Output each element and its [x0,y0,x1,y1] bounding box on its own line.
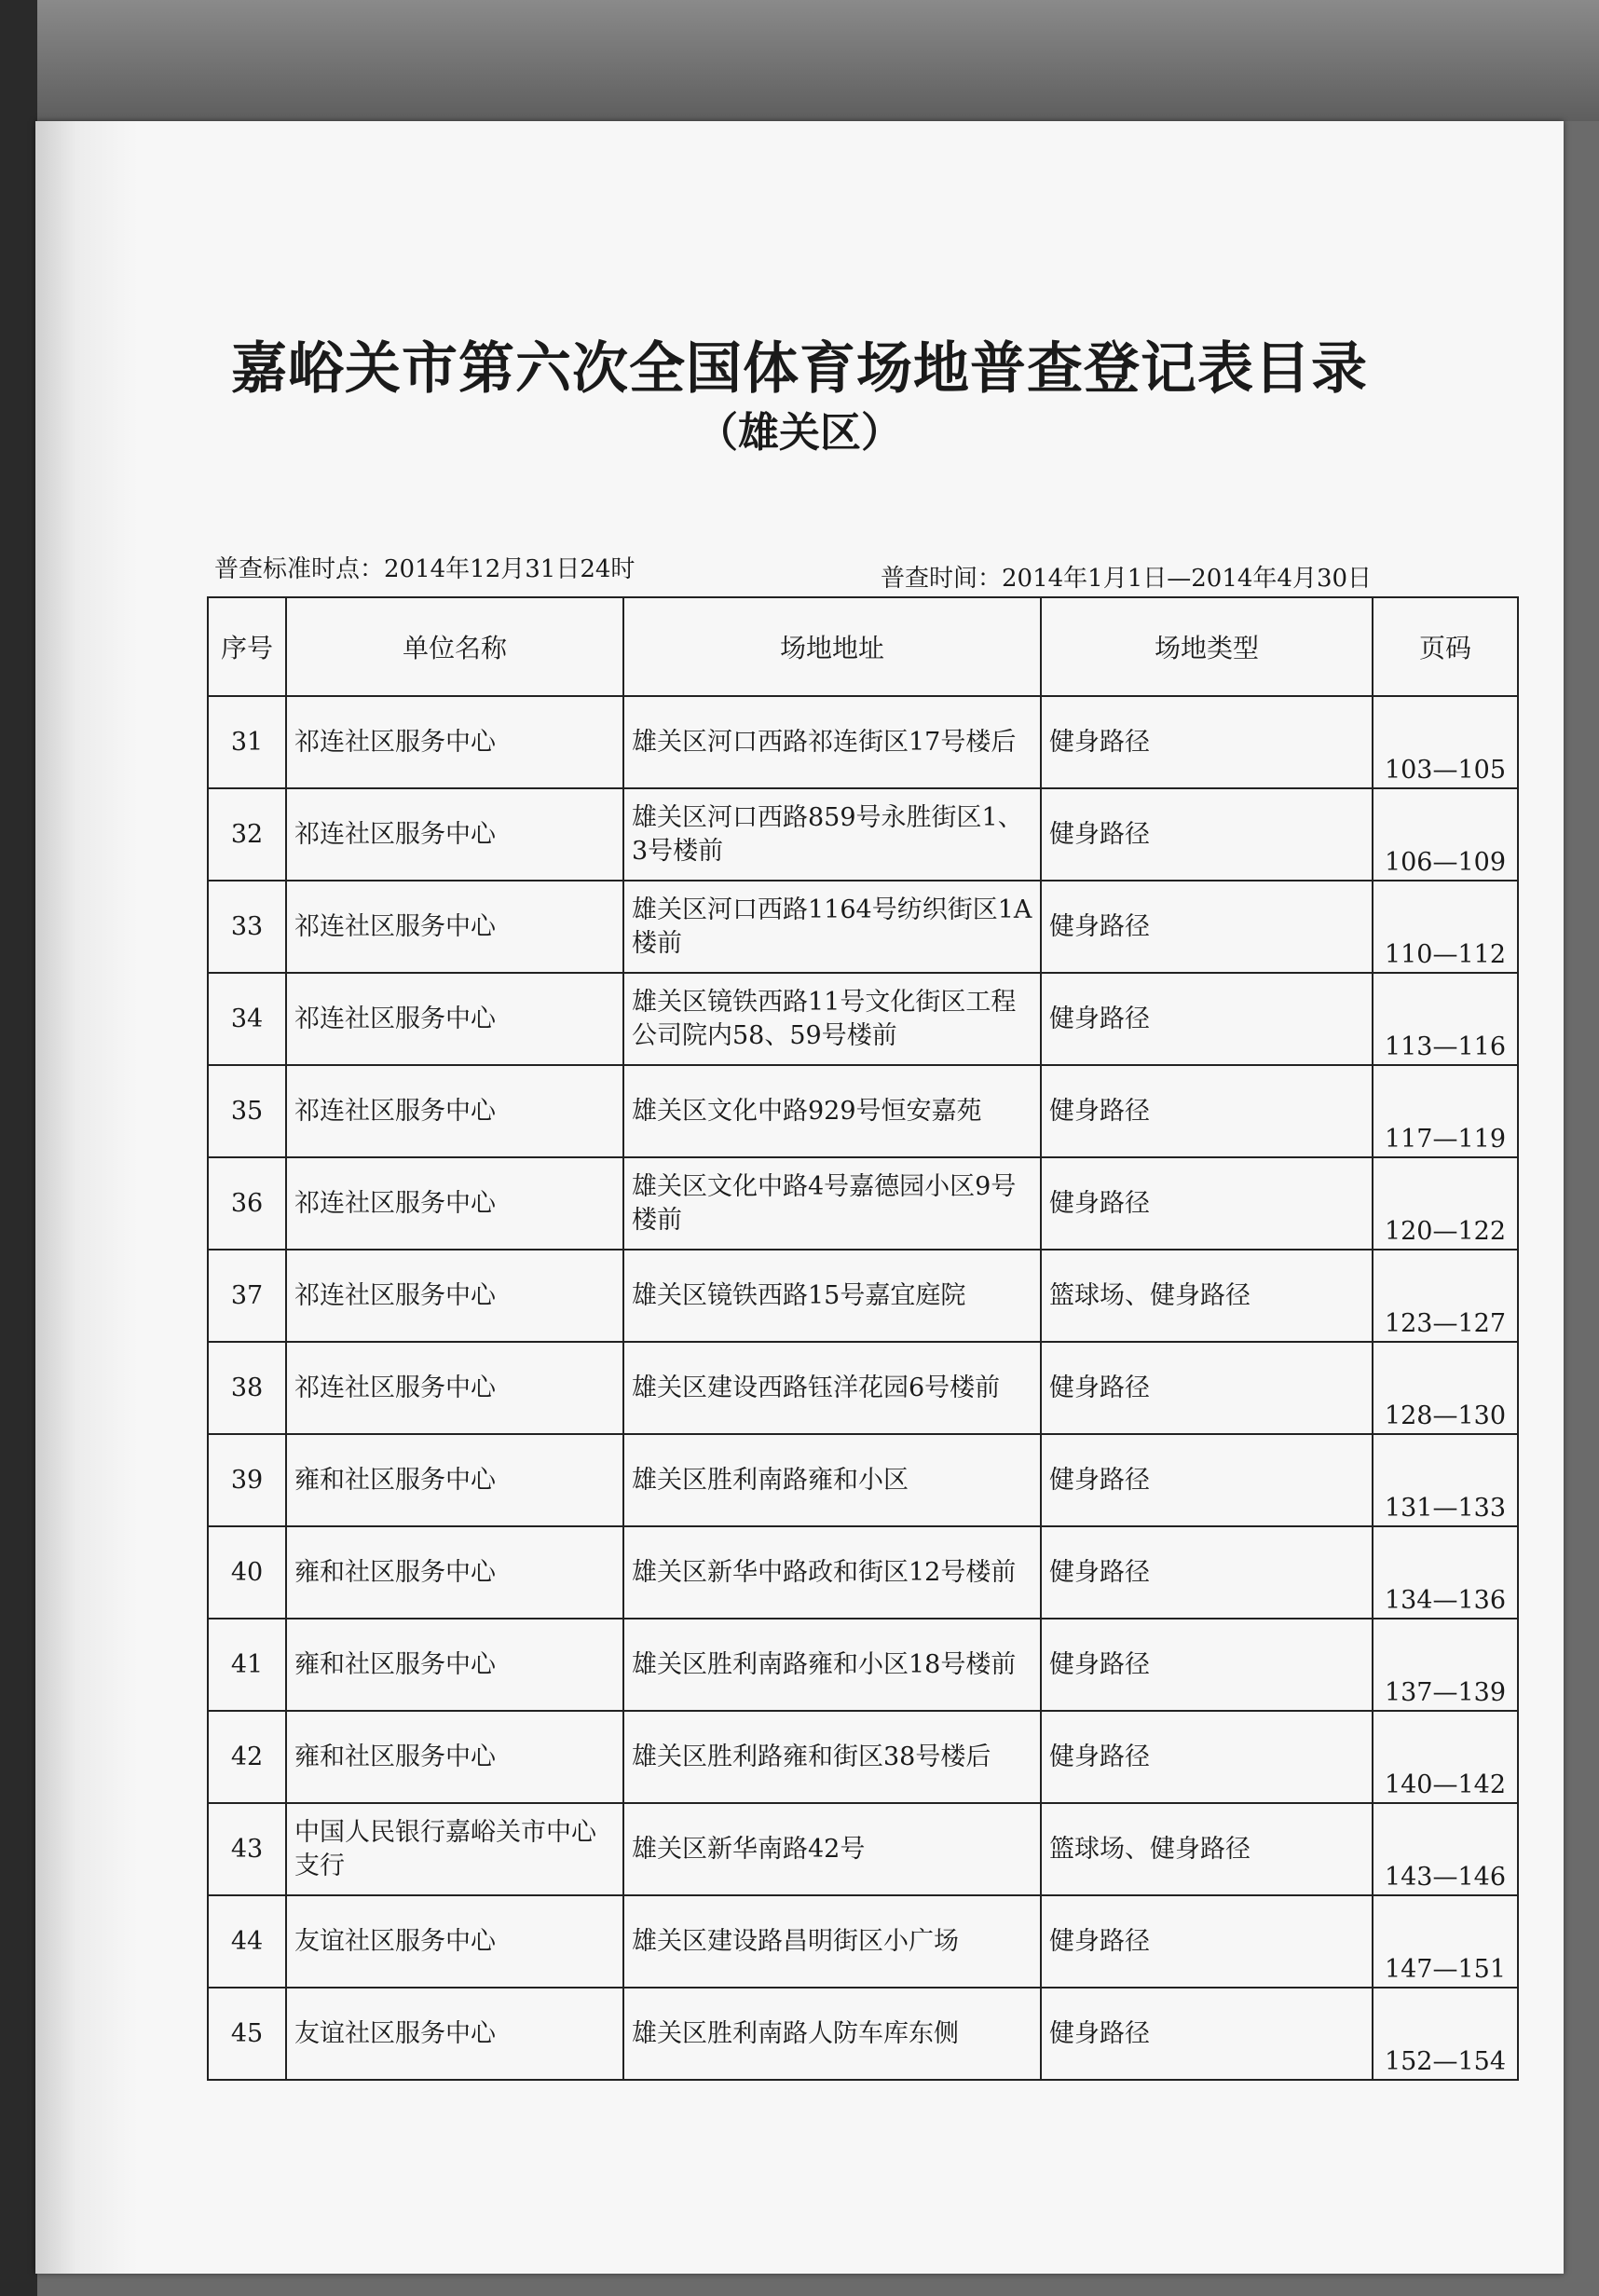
row-number: 32 [208,788,286,881]
header-pages: 页码 [1373,597,1518,696]
table-row [208,1895,1518,1988]
row-number: 44 [208,1895,286,1988]
row-number: 37 [208,1250,286,1342]
unit-name: 雍和社区服务中心 [286,1619,623,1711]
row-number: 35 [208,1065,286,1157]
header-no: 序号 [208,597,286,696]
venue-address: 雄关区镜铁西路11号文化街区工程公司院内58、59号楼前 [623,973,1041,1065]
table-row [208,1526,1518,1619]
unit-name: 祁连社区服务中心 [286,1342,623,1434]
table-row [208,788,1518,881]
row-number: 34 [208,973,286,1065]
document-subtitle: （雄关区） [697,409,902,457]
unit-name: 祁连社区服务中心 [286,696,623,788]
header-type: 场地类型 [1041,597,1373,696]
venue-address: 雄关区河口西路祁连街区17号楼后 [623,696,1041,788]
row-number: 31 [208,696,286,788]
table-row [208,1065,1518,1157]
row-number: 42 [208,1711,286,1803]
header-address: 场地地址 [623,597,1041,696]
row-number: 36 [208,1157,286,1250]
row-number: 38 [208,1342,286,1434]
venue-address: 雄关区胜利南路人防车库东侧 [623,1988,1041,2080]
venue-address: 雄关区河口西路1164号纺织街区1A楼前 [623,881,1041,973]
venue-type: 健身路径 [1041,1157,1373,1250]
venue-address: 雄关区建设西路钰洋花园6号楼前 [623,1342,1041,1434]
unit-name: 中国人民银行嘉峪关市中心支行 [286,1803,623,1895]
venue-type: 健身路径 [1041,1342,1373,1434]
venue-type: 健身路径 [1041,1619,1373,1711]
venue-type: 健身路径 [1041,1434,1373,1526]
venue-type: 篮球场、健身路径 [1041,1250,1373,1342]
page-range: 117—119 [1373,1065,1518,1157]
page-range: 147—151 [1373,1895,1518,1988]
catalog-table [207,596,1519,2081]
table-row [208,1250,1518,1342]
venue-address: 雄关区建设路昌明街区小广场 [623,1895,1041,1988]
unit-name: 祁连社区服务中心 [286,1157,623,1250]
standard-time: 普查标准时点：2014年12月31日24时 [214,555,636,583]
venue-type: 健身路径 [1041,881,1373,973]
page-range: 134—136 [1373,1526,1518,1619]
unit-name: 雍和社区服务中心 [286,1711,623,1803]
unit-name: 友谊社区服务中心 [286,1988,623,2080]
venue-address: 雄关区镜铁西路15号嘉宜庭院 [623,1250,1041,1342]
unit-name: 祁连社区服务中心 [286,788,623,881]
row-number: 41 [208,1619,286,1711]
table-row [208,881,1518,973]
table-row [208,1711,1518,1803]
header-unit: 单位名称 [286,597,623,696]
venue-address: 雄关区胜利路雍和街区38号楼后 [623,1711,1041,1803]
unit-name: 友谊社区服务中心 [286,1895,623,1988]
row-number: 39 [208,1434,286,1526]
table-header-row [208,597,1518,696]
page-range: 128—130 [1373,1342,1518,1434]
venue-type: 健身路径 [1041,1711,1373,1803]
unit-name: 祁连社区服务中心 [286,881,623,973]
table-row [208,1988,1518,2080]
venue-type: 健身路径 [1041,973,1373,1065]
unit-name: 祁连社区服务中心 [286,973,623,1065]
page-range: 106—109 [1373,788,1518,881]
unit-name: 雍和社区服务中心 [286,1526,623,1619]
venue-address: 雄关区河口西路859号永胜街区1、3号楼前 [623,788,1041,881]
row-number: 45 [208,1988,286,2080]
table-row [208,1803,1518,1895]
venue-type: 健身路径 [1041,788,1373,881]
venue-type: 健身路径 [1041,1895,1373,1988]
page-range: 120—122 [1373,1157,1518,1250]
row-number: 43 [208,1803,286,1895]
row-number: 33 [208,881,286,973]
page-range: 123—127 [1373,1250,1518,1342]
page-range: 131—133 [1373,1434,1518,1526]
venue-address: 雄关区文化中路4号嘉德园小区9号楼前 [623,1157,1041,1250]
venue-address: 雄关区胜利南路雍和小区18号楼前 [623,1619,1041,1711]
survey-period: 普查时间：2014年1月1日—2014年4月30日 [881,565,1373,593]
unit-name: 祁连社区服务中心 [286,1250,623,1342]
venue-type: 篮球场、健身路径 [1041,1803,1373,1895]
venue-address: 雄关区新华中路政和街区12号楼前 [623,1526,1041,1619]
table-row [208,973,1518,1065]
venue-type: 健身路径 [1041,1526,1373,1619]
venue-address: 雄关区胜利南路雍和小区 [623,1434,1041,1526]
table-row [208,1619,1518,1711]
venue-type: 健身路径 [1041,1065,1373,1157]
page-range: 152—154 [1373,1988,1518,2080]
page-range: 103—105 [1373,696,1518,788]
scan-background [0,0,1599,121]
page-range: 143—146 [1373,1803,1518,1895]
document-title: 嘉峪关市第六次全国体育场地普查登记表目录 [231,336,1368,402]
row-number: 40 [208,1526,286,1619]
page-range: 113—116 [1373,973,1518,1065]
table-row [208,696,1518,788]
venue-type: 健身路径 [1041,696,1373,788]
unit-name: 雍和社区服务中心 [286,1434,623,1526]
table-row [208,1434,1518,1526]
page-range: 137—139 [1373,1619,1518,1711]
page-range: 140—142 [1373,1711,1518,1803]
unit-name: 祁连社区服务中心 [286,1065,623,1157]
venue-address: 雄关区新华南路42号 [623,1803,1041,1895]
page-range: 110—112 [1373,881,1518,973]
venue-address: 雄关区文化中路929号恒安嘉苑 [623,1065,1041,1157]
table-row [208,1342,1518,1434]
venue-type: 健身路径 [1041,1988,1373,2080]
table-row [208,1157,1518,1250]
